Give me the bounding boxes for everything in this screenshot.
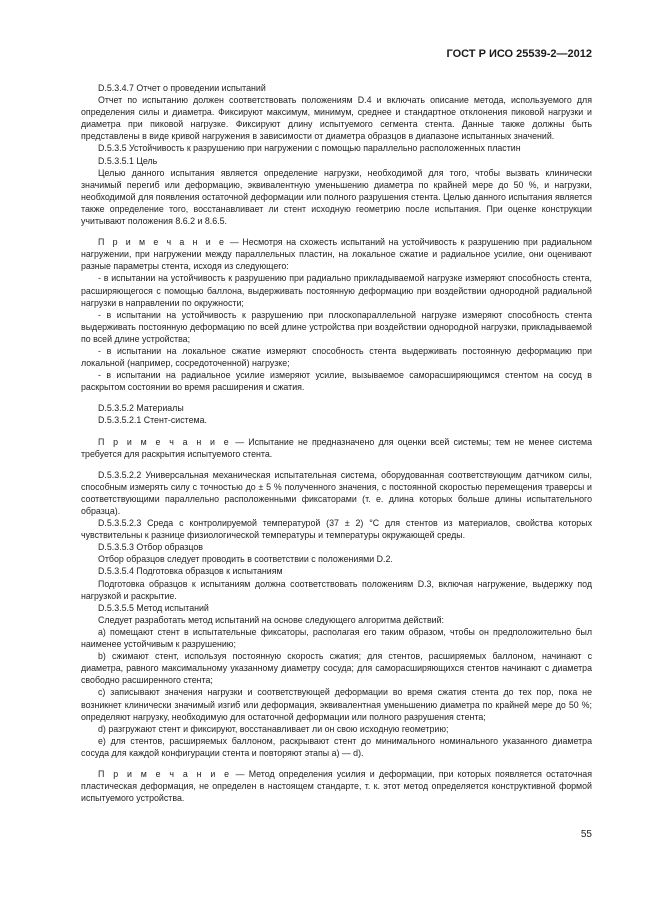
section-heading: D.5.3.5.1 Цель <box>98 155 158 166</box>
section-heading: D.5.3.5.4 Подготовка образцов к испытаниям <box>98 566 283 577</box>
list-item: - в испытании на радиальное усилие измеряют усилие, вызываемое саморасширяющимся стентом на сосуд в раскрытом состоянии во время расширения и сжатия. <box>81 370 592 393</box>
section-heading: D.5.3.5.3 Отбор образцов <box>98 542 203 553</box>
list-item: - в испытании на локальное сжатие измеряют способность стента выдерживать постоянную деформацию при локальной (например, сосредоточенной) нагрузке; <box>81 345 592 369</box>
note-paragraph <box>81 436 592 460</box>
paragraph: Отчет по испытанию должен соответствовать положениям D.4 и включать описание метода, используемого для определения силы и диаметра. Фиксируют максимум, минимум, среднее и стандартное отклонения пиковой нагрузки и диаметра при пиковой нагрузке. Фиксируют длину испытуемого сегмента стента. Данные также должны быть представлены в виде кривой нагружения в зависимости от диаметра образцов в диапазоне испытанных значений. <box>81 95 592 142</box>
note-text: — Несмотря на схожесть испытаний на устойчивость к разрушению при радиальном нагружении, при нагружении между параллельных пластин, на локальное сжатие и радиальное усилие, они оценивают разные параметры стента, исходя из следующего: <box>81 237 592 272</box>
paragraph: D.5.3.5.2.2 Универсальная механическая испытательная система, оборудованная соответствующим датчиком силы, способным измерять силу с точностью до ± 5 % полученного значения, с постоянной скоростью перемещения траверсы и соответствующими параллельно расположенными фиксаторами (т. е. длина которых больше длины испытательного образца). <box>81 469 592 516</box>
section-heading: D.5.3.4.7 Отчет о проведении испытаний <box>98 83 266 93</box>
note-label: П р и м е ч а н и е <box>98 768 232 779</box>
list-item: c) записывают значения нагрузки и соответствующей деформации во время сжатия стента до тех пор, пока не возникнет клинически значимый изгиб или деформация, эквивалентная уменьшению диаметра по крайней мере до 50 %; определяют нагрузку, необходимую для остаточной деформации или полного разрушения стента; <box>81 687 592 722</box>
list-item: e) для стентов, расширяемых баллоном, раскрывают стент до минимального номинального указанного диаметра сосуда для каждой конфигурации стента и повторяют этапы a) — d). <box>81 735 592 758</box>
note-text: — Испытание не предназначено для оценки всей системы; тем не менее система требуется для раскрытия испытуемого стента. <box>81 436 592 459</box>
section-heading: D.5.3.5.2 Материалы <box>98 403 184 414</box>
paragraph: Следует разработать метод испытаний на основе следующего алгоритма действий: <box>98 614 445 625</box>
paragraph: D.5.3.5.2.3 Среда с контролируемой температурой (37 ± 2) °С для стентов из материалов, свойства которых чувствительны к разнице физиологической температуры и температуры окружающей среды. <box>81 518 592 541</box>
page-number: 55 <box>580 829 592 840</box>
section-heading: D.5.3.5 Устойчивость к разрушению при нагружении с помощью параллельно расположенных пластин <box>98 143 521 154</box>
note-label: П р и м е ч а н и е <box>98 436 231 447</box>
paragraph: Отбор образцов следует проводить в соответствии с положениями D.2. <box>98 554 393 565</box>
document-body <box>81 82 592 804</box>
list-item: b) сжимают стент, используя постоянную скорость сжатия; для стентов, расширяемых баллоном, начинают с диаметра, равного максимальному указанному диаметру сосуда; для саморасширяющихся стентов начинают с диаметра свободно расширенного стента; <box>81 651 592 686</box>
section-heading: D.5.3.5.5 Метод испытаний <box>98 602 209 613</box>
note-paragraph <box>81 236 592 272</box>
note-paragraph <box>81 768 592 804</box>
note-label: П р и м е ч а н и е <box>98 237 227 248</box>
paragraph: Подготовка образцов к испытаниям должна соответствовать положениям D.3, включая нагружение, выдержку под нагрузкой и раскрытие. <box>81 578 592 601</box>
section-heading: D.5.3.5.2.1 Стент-система. <box>98 415 207 426</box>
note-text: — Метод определения усилия и деформации, при которых появляется остаточная пластическая деформация, не определен в настоящем стандарте, т. к. этот метод определяется конструктивной формой испытуемого устройства. <box>81 768 593 804</box>
paragraph: Целью данного испытания является определение нагрузки, необходимой для того, чтобы вызвать клинически значимый перегиб или деформацию, эквивалентную уменьшению диаметра по крайней мере до 50 %, и нагрузки, необходимой для появления остаточной деформации или полного разрушения стента. Целью данного испытания является также определение того, восстанавливает ли стент исходную геометрию после испытания. При оценке конструкции учитывают положения 8.6.2 и 8.6.5. <box>81 167 592 227</box>
list-item: - в испытании на устойчивость к разрушению при радиально прикладываемой нагрузке измеряют способность стента, расширяющегося с помощью баллона, выдерживать постоянную деформацию при воздействии однородной радиальной нагрузки в направлении по окружности; <box>81 273 592 308</box>
standard-header: ГОСТ Р ИСО 25539-2—2012 <box>446 48 592 60</box>
list-item: - в испытании на устойчивость к разрушению при плоскопараллельной нагрузке измеряют способность стента выдерживать постоянную деформацию по всей длине устройства при воздействии однородной нагрузки, прикладываемой по всей длине устройства; <box>81 309 592 344</box>
list-item: a) помещают стент в испытательные фиксаторы, располагая его таким образом, чтобы он предположительно был наименее устойчивым к разрушению; <box>81 626 592 650</box>
list-item: d) разгружают стент и фиксируют, восстанавливает ли он свою исходную геометрию; <box>98 723 449 734</box>
